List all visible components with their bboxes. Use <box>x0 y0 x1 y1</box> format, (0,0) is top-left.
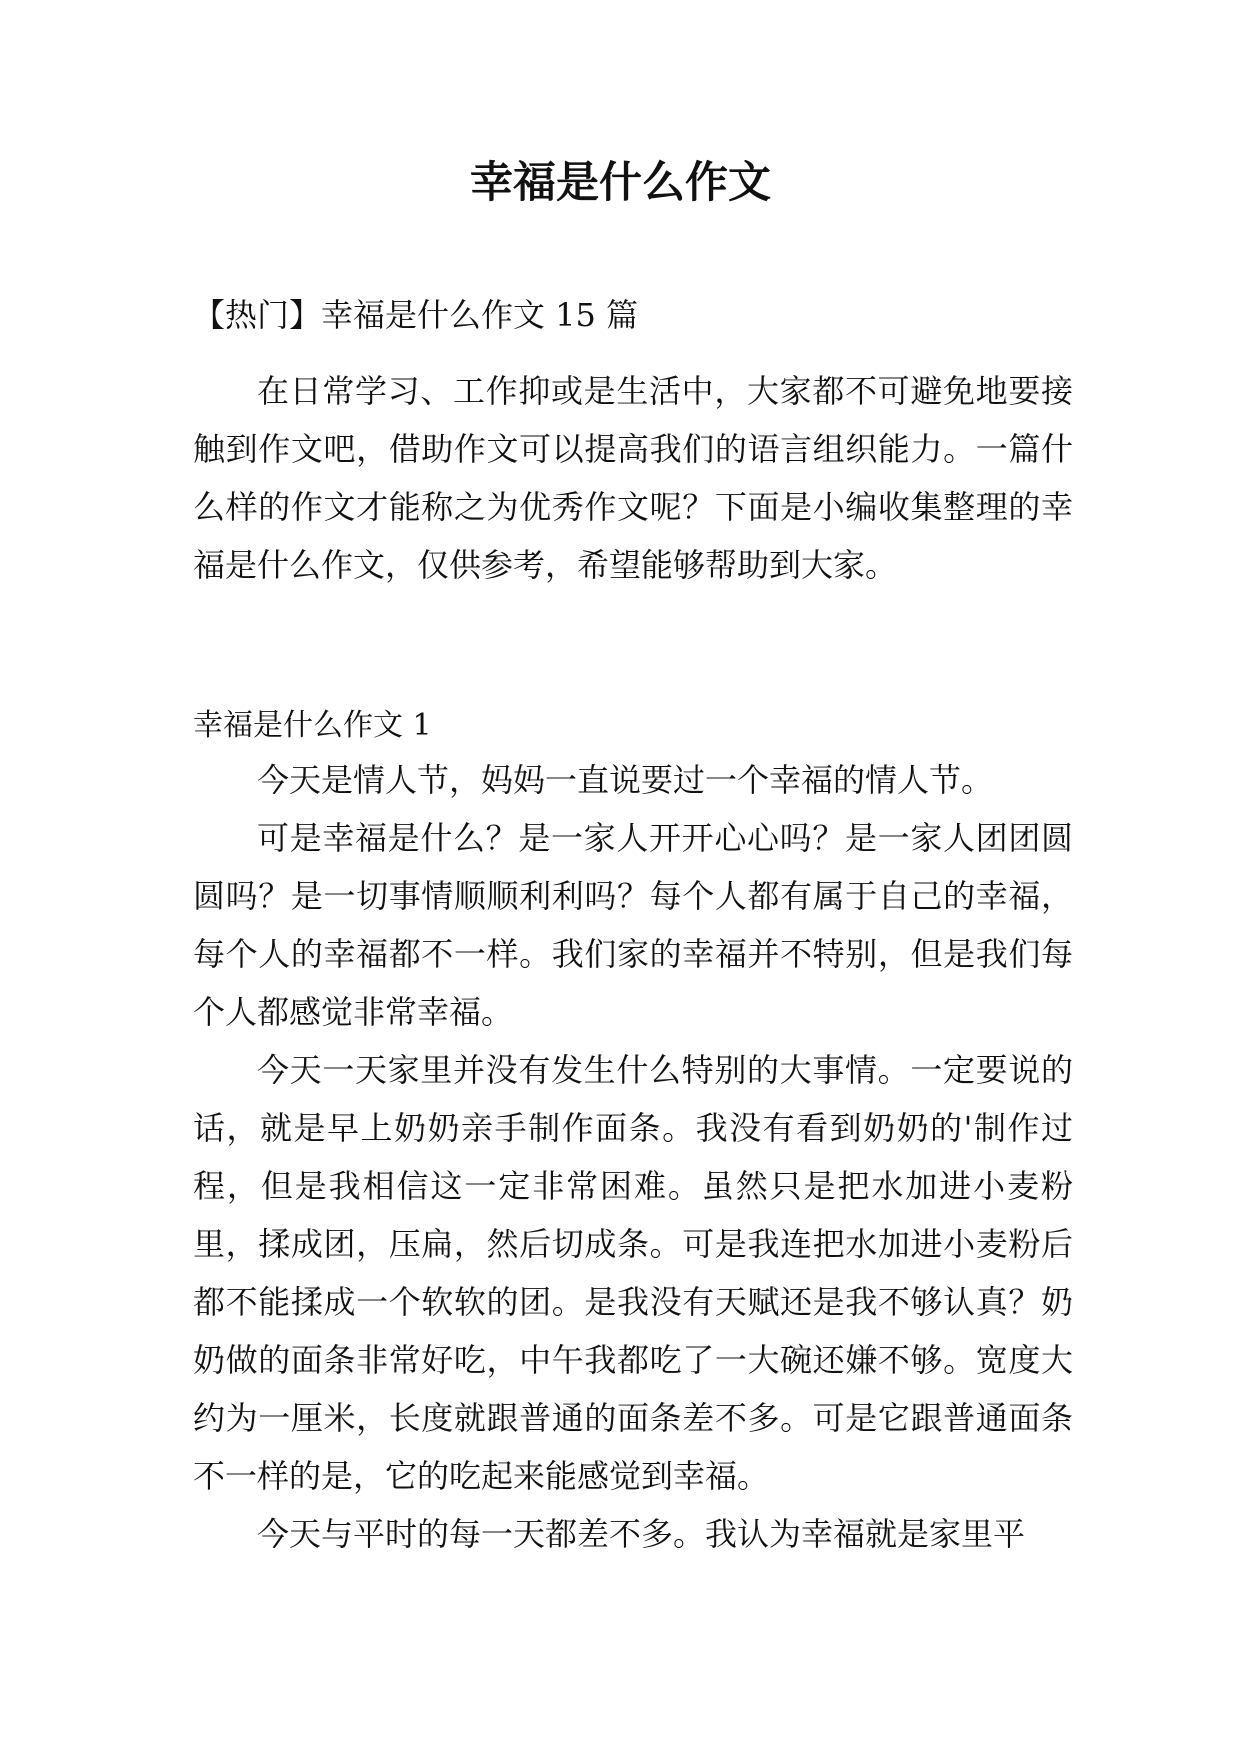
body-paragraph-3: 今天一天家里并没有发生什么特别的大事情。一定要说的话，就是早上奶奶亲手制作面条。我没有看到奶奶的'制作过程，但是我相信这一定非常困难。虽然只是把水加进小麦粉里，揉成团，压扁，然后切成条。可是我连把水加进小麦粉后都不能揉成一个软软的团。是我没有天赋还是我不够认真？奶奶做的面条非常好吃，中午我都吃了一大碗还嫌不够。宽度大约为一厘米，长度就跟普通的面条差不多。可是它跟普通面条不一样的是，它的吃起来能感觉到幸福。 <box>193 1051 1073 1495</box>
body-paragraph-4: 今天与平时的每一天都差不多。我认为幸福就是家里平 <box>257 1515 1026 1553</box>
document-title: 幸福是什么作文 <box>470 158 771 208</box>
document-subtitle: 【热门】幸福是什么作文 15 篇 <box>193 296 639 334</box>
body-paragraph-1: 今天是情人节，妈妈一直说要过一个幸福的情人节。 <box>257 761 994 799</box>
intro-paragraph: 在日常学习、工作抑或是生活中，大家都不可避免地要接触到作文吧，借助作文可以提高我们的语言组织能力。一篇什么样的作文才能称之为优秀作文呢？下面是小编收集整理的幸福是什么作文，仅供参考，希望能够帮助到大家。 <box>193 372 1073 584</box>
section-body <box>193 751 1073 1563</box>
section-heading: 幸福是什么作文 1 <box>193 708 432 743</box>
body-paragraph-2: 可是幸福是什么？是一家人开开心心吗？是一家人团团圆圆吗？是一切事情顺顺利利吗？每个人都有属于自己的幸福，每个人的幸福都不一样。我们家的幸福并不特别，但是我们每个人都感觉非常幸福。 <box>193 819 1073 1031</box>
intro-block <box>193 362 1073 594</box>
